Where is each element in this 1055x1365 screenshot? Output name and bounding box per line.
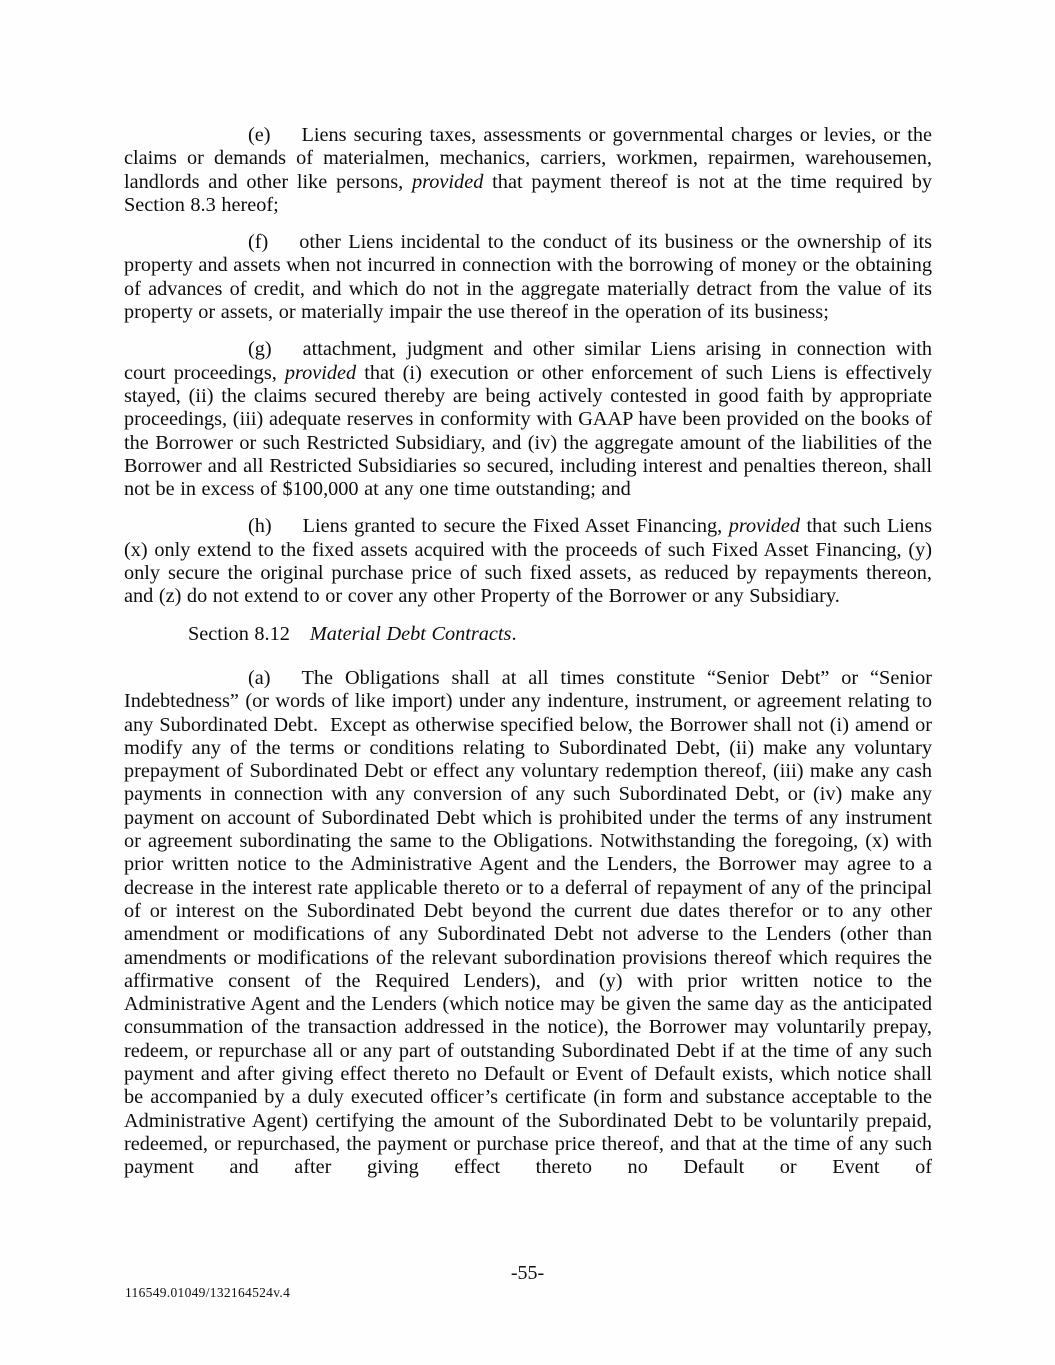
text-segment: (h): [248, 515, 272, 538]
text-segment: attachment, judgment and other similar Liens arising in connection with court proceedings,: [124, 338, 932, 384]
text-segment: provided: [728, 515, 801, 538]
text-segment: that (i) execution or other enforcement of such Liens is effectively stayed, (ii) the claims secured thereby are being actively contested in good faith by appropriate proceedings, (iii) adequate reserves in conformity with GAAP have been provided on the books of the Borrower or such Restricted Subsidiary, and (iv) the aggregate amount of the liabilities of the Borrower and all Restricted Subsidiaries so secured, including interest and penalties thereon, shall not be in excess of $100,000 at any one time outstanding; and: [124, 361, 932, 501]
paragraph-f: [124, 231, 932, 324]
text-segment: (e): [248, 124, 271, 146]
page-number: -55-: [510, 1262, 545, 1284]
text-segment: other Liens incidental to the conduct of its business or the ownership of its property and assets when not incurred in connection with the borrowing of money or the obtaining of advances of credit, and which do not in the aggregate materially detract from the value of its property or assets, or materially impair the use thereof in the operation of its business;: [124, 231, 932, 324]
text-segment: that payment thereof is not at the time required by Section 8.3 hereof;: [124, 170, 932, 216]
text-segment: The Obligations shall at all times constitute “Senior Debt” or “Senior Indebtedness” (or words of like import) under any indenture, instrument, or agreement relating to any Subordinated Debt. Except as otherwise specified below, the Borrower shall not (i) amend or modify any of the terms or conditions relating to Subordinated Debt, (ii) make any voluntary prepayment of Subordinated Debt or effect any voluntary redemption thereof, (iii) make any cash payments in connection with any conversion of any such Subordinated Debt, or (iv) make any payment on account of Subordinated Debt which is prohibited under the terms of any instrument or agreement subordinating the same to the Obligations. Notwithstanding the foregoing, (x) with prior written notice to the Administrative Agent and the Lenders, the Borrower may agree to a decrease in the interest rate applicable thereto or to a deferral of repayment of any of the principal of or interest on the Subordinated Debt beyond the current due dates therefor or to any other amendment or modifications of any Subordinated Debt not adverse to the Lenders (other than amendments or modifications of the relevant subordination provisions thereof which requires the affirmative consent of the Required Lenders), and (y) with prior written notice to the Administrative Agent and the Lenders (which notice may be given the same day as the anticipated consummation of the transaction addressed in the notice), the Borrower may voluntarily prepay, redeem, or repurchase all or any part of outstanding Subordinated Debt if at the time of any such payment and after giving effect thereto no Default or Event of Default exists, which notice shall be accompanied by a duly executed officer’s certificate (in form and substance acceptable to the Administrative Agent) certifying the amount of the Subordinated Debt to be voluntarily prepaid, redeemed, or repurchased, the payment or purchase price thereof, and that at the time of any such payment and after giving effect thereto no Default or Event of: [124, 666, 932, 1179]
text-segment: that such Liens (x) only extend to the fixed assets acquired with the proceeds of such Fixed Asset Financing, (y) only secure the original purchase price of such fixed assets, as reduced by repayments thereon, and (z) do not extend to or cover any other Property of the Borrower or any Subsidiary.: [124, 515, 932, 608]
text-segment: Liens securing taxes, assessments or governmental charges or levies, or the claims or demands of materialmen, mechanics, carriers, workmen, repairmen, warehousemen, landlords and other like persons,: [124, 124, 932, 193]
text-segment: (g): [248, 338, 272, 361]
text-segment: (a): [248, 666, 271, 689]
footer-doc-id: 116549.01049/132164524v.4: [125, 1285, 291, 1300]
text-segment: Section 8.12: [188, 622, 290, 645]
text-segment: (f): [248, 231, 269, 254]
paragraph-g: [124, 338, 932, 501]
section-heading-8-12: [124, 623, 932, 646]
paragraph-h: [124, 515, 932, 608]
text-segment: Liens granted to secure the Fixed Asset Financing,: [302, 515, 729, 538]
document-body: [124, 124, 932, 1179]
text-segment: provided: [284, 361, 357, 384]
text-segment: Material Debt Contracts: [309, 622, 512, 645]
text-segment: provided: [412, 170, 484, 193]
text-segment: .: [511, 622, 517, 645]
paragraph-e: [124, 124, 932, 217]
paragraph-a: [124, 667, 932, 1180]
